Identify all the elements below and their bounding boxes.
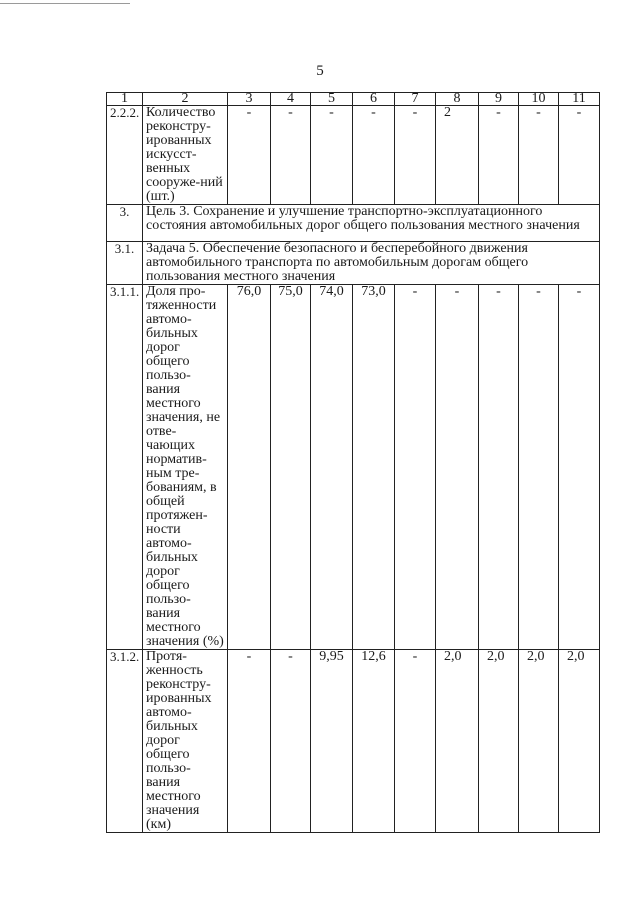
indicator-value: 2,0 xyxy=(436,650,479,833)
table-row xyxy=(107,106,600,205)
indicator-value: 9,95 xyxy=(311,650,353,833)
column-number: 10 xyxy=(519,93,559,106)
indicator-name: Количество реконстру-ированных искусст-венных сооруже-ний (шт.) xyxy=(143,106,228,205)
indicator-value: - xyxy=(519,285,559,650)
goal-text: Цель 3. Сохранение и улучшение транспортно-эксплуатационного состояния автомобильных дорог общего пользования местного значения xyxy=(143,205,600,242)
row-number: 3. xyxy=(107,205,143,242)
column-number: 5 xyxy=(311,93,353,106)
column-number: 6 xyxy=(353,93,395,106)
indicator-value: 73,0 xyxy=(353,285,395,650)
table-row xyxy=(107,285,600,650)
indicator-name: Протя-женность реконстру-ированных автомо-бильных дорог общего пользо-вания местного значения (км) xyxy=(143,650,228,833)
indicator-value: - xyxy=(395,650,436,833)
task-row xyxy=(107,242,600,285)
column-number: 2 xyxy=(143,93,228,106)
indicator-value: 76,0 xyxy=(228,285,271,650)
column-number: 7 xyxy=(395,93,436,106)
indicator-value: - xyxy=(559,285,600,650)
indicator-value: 75,0 xyxy=(271,285,311,650)
indicator-value: 2 xyxy=(436,106,479,205)
indicators-table xyxy=(106,92,600,833)
column-number: 11 xyxy=(559,93,600,106)
indicator-value: 12,6 xyxy=(353,650,395,833)
column-number: 4 xyxy=(271,93,311,106)
indicator-value: 2,0 xyxy=(519,650,559,833)
column-number: 3 xyxy=(228,93,271,106)
indicator-name: Доля про-тяженности автомо-бильных дорог общего пользо-вания местного значения, не отве-чающих норматив-ным тре-бованиям, в общей протяжен-ности автомо-бильных дорог общего пользо-вания местного значения (%) xyxy=(143,285,228,650)
indicator-value: - xyxy=(271,106,311,205)
indicator-value: - xyxy=(395,106,436,205)
goal-row xyxy=(107,205,600,242)
indicator-value: - xyxy=(311,106,353,205)
task-text: Задача 5. Обеспечение безопасного и бесперебойного движения автомобильного транспорта по автомобильным дорогам общего пользования местного значения xyxy=(143,242,600,285)
row-number: 3.1. xyxy=(107,242,143,285)
page-number: 5 xyxy=(316,63,324,79)
column-number: 8 xyxy=(436,93,479,106)
scan-edge-line xyxy=(0,0,130,4)
indicator-value: - xyxy=(479,106,519,205)
indicator-value: - xyxy=(353,106,395,205)
column-number: 9 xyxy=(479,93,519,106)
column-number: 1 xyxy=(107,93,143,106)
indicator-value: - xyxy=(395,285,436,650)
table-row xyxy=(107,650,600,833)
row-number: 2.2.2. xyxy=(107,106,143,205)
indicator-value: - xyxy=(271,650,311,833)
indicator-value: - xyxy=(559,106,600,205)
row-number: 3.1.2. xyxy=(107,650,143,833)
indicator-value: - xyxy=(436,285,479,650)
column-number-row xyxy=(107,93,600,106)
indicator-value: - xyxy=(228,650,271,833)
indicator-value: 2,0 xyxy=(479,650,519,833)
indicator-value: 2,0 xyxy=(559,650,600,833)
indicator-value: 74,0 xyxy=(311,285,353,650)
indicator-value: - xyxy=(479,285,519,650)
indicator-value: - xyxy=(228,106,271,205)
indicator-value: - xyxy=(519,106,559,205)
row-number: 3.1.1. xyxy=(107,285,143,650)
